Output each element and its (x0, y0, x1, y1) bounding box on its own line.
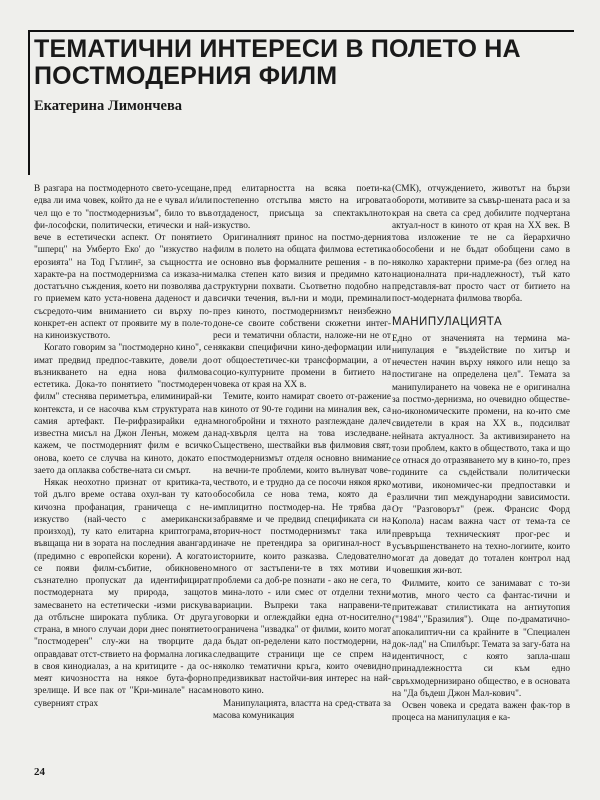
title-rule-top (28, 30, 574, 32)
title-rule-left (28, 30, 30, 175)
paragraph: Едно от значенията на термина ма-нипулация е "въздействие по хитър и нечестен начин върху някого или нещо за постигане на определена цел". Темата за манипулирането на човека не е оригинална за постмо-дернизма, но очевидно обществе-но-икономическите промени, на ко-ито сме свидетели в края на XX в., подсилват нейната актуалност. За активизирането на този проблем, както в обществото, така и що се отнася до отразяването му в кино-то, през годините са съдействали политически мотиви, икономичес-ки предпоставки и различни тип международни зависимости. От "Разговорът" (реж. Франсис Форд Копола) насам важна част от тема-та се превръща техническият прог-рес и усъвършенстването на техно-логиите, които могат да доведат до тотален контрол над човешкия жи-вот. (392, 333, 570, 577)
article-title: ТЕМАТИЧНИ ИНТЕРЕСИ В ПОЛЕТО НА ПОСТМОДЕРНИЯ ФИЛМ (34, 35, 521, 90)
text-column-3 (392, 183, 570, 725)
paragraph: Освен човека и средата важен фак-тор в процеса на манипулация е ка- (392, 701, 570, 724)
paragraph: пред елитарността на всяка поети-ка постепенно отстъпва място на игровата отдаденост, присъща за спектакълното изкуство. (213, 184, 391, 231)
paragraph: Когато говорим за "постмодерно кино", се имат предвид предпос-тавките, довели до възникването на една нова филмова естетика. Дока-то понятието "постмодерен филм" стеснява периметъра, елиминирай-ки контекста, и се насочва към структурата на самия артефакт. Пе-рифразирайки една известна мисъл на Джон Ленън, можем да кажем, че постмодерният филм е всичко онова, което се случва на киното, докато е заето да оплаква собстве-ната си смърт. (34, 343, 212, 476)
text-column-2 (213, 183, 391, 722)
text-column-1 (34, 183, 212, 710)
author-name: Екатерина Лимончева (34, 98, 183, 114)
paragraph: Темите, които намират своето от-ражение в киното от 90-те години на миналия век, са многобройни и тяхното разглеждане далеч над-хвърля целта на това изследване. Съществено, шествайки във филмовия свят, постмодернизмът отделя основно внимание на вечни-те проблеми, които вълнуват чове-чеството, и е трудно да се посочи някоя ярко обособила се нова тема, която да е имплицитно постмодер-на. Не трябва да забравяме и че предвид спецификата си на вторич-ност постмодернизмът така или иначе не претендира за оригинал-ност в историите, които разказва. Следователно много от застъпени-те в тях мотиви и проблеми са доб-ре познати - ако не сега, то в мина-лото - или смес от отделни техни вариации. Въпреки така направени-те уговорки и оглеждайки една от-носително ограничена "извадка" от филми, които могат да бъдат оп-ределени като постмодерни, на следващите страници ще се спрем на няколко тематични кръга, които очевидно предизвикват настойчи-вия интерес на най-новото кино. (213, 392, 391, 697)
paragraph: Филмите, които се занимават с то-зи мотив, много често са фантас-тични и притежават стилистиката на антиутопия ("1984","Бразилия"). Още по-драматично-апокалиптич-ни са крайните в "Специален док-лад" на Спилбърг. Темата за загу-бата на идентичност, с която запла-шаш принадлежността си към едно свръхмодернизирано общество, е в основата на "Да бъдеш Джон Мал-кович". (392, 578, 570, 699)
paragraph: (СМК), отчуждението, животът на бързи обороти, мотивите за съвър-шената раса и за края на света са сред добилите подчертана актуал-ност в киното от края на XX век. В това изложение те не са йерархично обособени и не бъдат обобщени само в няколко характерни приме-ра (без оглед на националната при-надлежност), тъй като представля-ват просто част от битието на пост-модерната филмова творба. (392, 184, 570, 305)
paragraph: Някак неохотно признат от критика-та, той дълго време остава охул-ван ту като кичозна профанация, граничеща с не-изкуство (най-често с американски произход), ту като елитарна криптограма, въвщаща ни в зората на последния авангард (предимно с европейски корени). А когато се появи филм-събитие, обикновено съзнателно пропускат да идентифицират постмодерната му природа, защото замесването на естетически -изми рискува да отблъсне широката публика. От друга страна, в много случаи дори днес понятието "постмодерен" слу-жи на творците да оправдават отст-ствието на формална логика в своя кинодиалаз, а на критиците - да ос-меят кичозността на някое бута-форно зрелище. И все пак от "Кри-минале" насам суверният страх (34, 478, 212, 709)
paragraph: Оригиналният принос на постмо-дерния филм в полето на общата филмова естетика е основно във формалните решения - в по-малка степен като визия и предимно като структурни похвати. Съответно подобно на всички течения, въл-ни и моди, преминали през киното, постмодернизмът неизбежно доне-се своите собствени сюжетни интег-реси и тематични области, наложе-ни не от някакви специфични кино-деформации или от общоестетичес-ки трансформации, а от социо-културните промени в битието на човека от края на XX в. (213, 233, 391, 390)
page-number: 24 (34, 766, 45, 778)
paragraph: Манипулацията, властта на сред-ствата за масова комуникация (213, 698, 391, 721)
paragraph: В разгара на постмодерното свето-усещане, едва ли има човек, който да не е чувал и/или чел що е то "постмодернизъм", било то във фи-лософски, политически, етически и най-вече в естетически аспект. От понятието "шперц" на Умберто Еко' до "изкуство на ерозията" на Тод Гътлин², за същността и характе-ра на постмодернизма са изказа-ни достатъчно съждения, което ни позволява да го приемем като уста-новена даденост и да съсредото-чим вниманието си върху по-конкрет-ен аспект от проявите му в поле-то на киноизкуството. (34, 184, 212, 341)
section-heading: МАНИПУЛАЦИЯТА (392, 315, 503, 328)
